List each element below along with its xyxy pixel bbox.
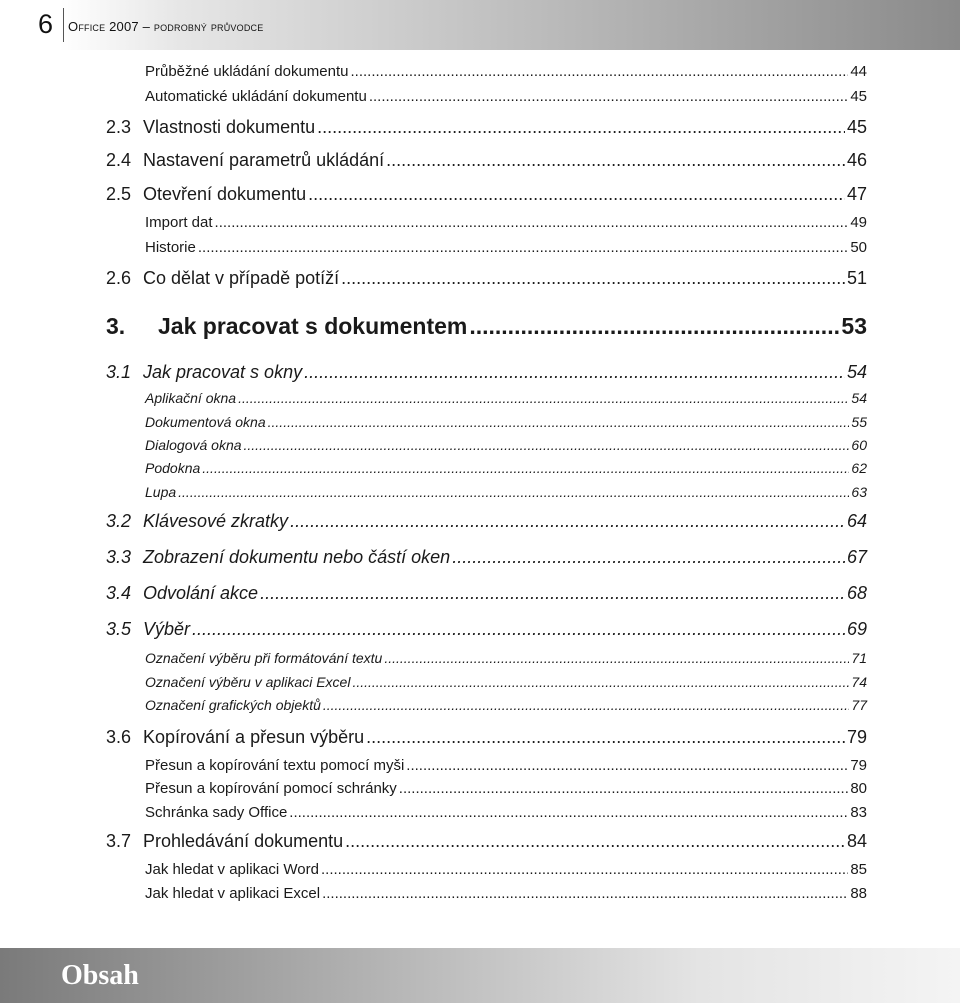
toc-entry-number: 3.4	[106, 583, 132, 603]
toc-leader-dots	[469, 313, 839, 340]
toc-leader-dots	[238, 390, 849, 406]
toc-entry-label: Jak hledat v aplikaci Excel	[145, 885, 321, 902]
toc-entry-page: 51	[846, 268, 867, 288]
toc-entry-page: 62	[851, 460, 867, 476]
toc-entry-page: 47	[846, 184, 867, 204]
toc-entry-label: Kopírování a přesun výběru	[143, 727, 365, 747]
toc-entry-page: 68	[846, 583, 867, 603]
toc-entry-page: 49	[850, 214, 867, 231]
toc-entry-number: 3.7	[106, 831, 132, 851]
toc-leader-dots	[304, 362, 845, 383]
toc-entry-label: Klávesové zkratky	[143, 511, 289, 531]
toc-entry-page: 88	[850, 885, 867, 902]
toc-entry[interactable]	[106, 511, 867, 532]
toc-entry-label: Podokna	[145, 460, 201, 476]
toc-entry-page: 53	[841, 313, 867, 339]
toc-leader-dots	[322, 885, 848, 902]
toc-entry[interactable]	[145, 239, 867, 256]
toc-entry-number: 2.3	[106, 117, 132, 137]
toc-entry-number: 2.6	[106, 268, 132, 288]
toc-entry-label: Přesun a kopírování pomocí schránky	[145, 780, 397, 797]
toc-entry-label: Průběžné ukládání dokumentu	[145, 63, 349, 80]
toc-leader-dots	[202, 460, 849, 476]
toc-entry-number: 3.6	[106, 727, 132, 747]
toc-entry-number: 3.	[106, 313, 126, 339]
toc-entry-page: 67	[846, 547, 867, 567]
toc-entry-page: 54	[846, 362, 867, 382]
toc-entry-page: 79	[850, 757, 867, 774]
running-header-rest: ffice 2007 – podrobný průvodce	[78, 19, 264, 34]
toc-leader-dots	[317, 117, 845, 138]
toc-entry-label: Nastavení parametrů ukládání	[143, 150, 385, 170]
section-title: Obsah	[61, 960, 139, 991]
toc-entry-page: 64	[846, 511, 867, 531]
toc-entry-page: 71	[851, 650, 867, 666]
toc-entry-number: 2.5	[106, 184, 132, 204]
toc-leader-dots	[352, 674, 849, 690]
toc-entry-page: 44	[850, 63, 867, 80]
toc-entry-page: 54	[851, 390, 867, 406]
toc-leader-dots	[366, 727, 845, 748]
toc-leader-dots	[289, 804, 848, 821]
toc-entry-page: 84	[846, 831, 867, 851]
toc-leader-dots	[268, 414, 850, 430]
toc-entry[interactable]	[106, 268, 867, 289]
toc-entry-page: 60	[851, 437, 867, 453]
toc-entry-label: Dokumentová okna	[145, 414, 266, 430]
toc-entry-number: 3.5	[106, 619, 132, 639]
toc-entry-label: Přesun a kopírování textu pomocí myši	[145, 757, 405, 774]
toc-entry[interactable]	[145, 63, 867, 80]
toc-leader-dots	[215, 214, 849, 231]
toc-entry[interactable]	[145, 390, 867, 406]
toc-entry[interactable]	[145, 414, 867, 430]
toc-entry-label: Otevření dokumentu	[143, 184, 307, 204]
toc-leader-dots	[452, 547, 845, 568]
toc-entry[interactable]	[106, 184, 867, 205]
toc-leader-dots	[323, 697, 850, 713]
toc-entry-page: 63	[851, 484, 867, 500]
toc-entry-page: 46	[846, 150, 867, 170]
toc-entry-page: 85	[850, 861, 867, 878]
toc-entry-label: Označení výběru při formátování textu	[145, 650, 383, 666]
toc-entry-label: Automatické ukládání dokumentu	[145, 88, 367, 105]
footer-bar	[0, 948, 960, 1003]
toc-entry-label: Co dělat v případě potíží	[143, 268, 340, 288]
toc-entry-page: 77	[851, 697, 867, 713]
toc-entry-page: 55	[851, 414, 867, 430]
toc-leader-dots	[350, 63, 848, 80]
toc-entry[interactable]	[145, 88, 867, 105]
toc-leader-dots	[384, 650, 849, 666]
toc-leader-dots	[198, 239, 848, 256]
toc-leader-dots	[399, 780, 849, 797]
toc-entry[interactable]	[145, 861, 867, 878]
toc-leader-dots	[308, 184, 845, 205]
toc-entry-number: 3.2	[106, 511, 132, 531]
toc-entry-label: Označení výběru v aplikaci Excel	[145, 674, 351, 690]
toc-chapter-entry[interactable]	[106, 313, 867, 340]
toc-entry-label: Historie	[145, 239, 196, 256]
toc-leader-dots	[406, 757, 848, 774]
toc-leader-dots	[178, 484, 849, 500]
toc-entry-label: Označení grafických objektů	[145, 697, 321, 713]
toc-entry-page: 50	[850, 239, 867, 256]
toc-entry-label: Jak hledat v aplikaci Word	[145, 861, 319, 878]
toc-entry[interactable]	[145, 674, 867, 690]
toc-entry-label: Odvolání akce	[143, 583, 259, 603]
toc-entry-label: Zobrazení dokumentu nebo částí oken	[143, 547, 451, 567]
toc-entry-page: 80	[850, 780, 867, 797]
toc-entry[interactable]	[106, 362, 867, 383]
toc-leader-dots	[321, 861, 848, 878]
toc-entry[interactable]	[145, 804, 867, 821]
toc-entry-label: Výběr	[143, 619, 191, 639]
toc-entry-page: 45	[846, 117, 867, 137]
toc-entry-page: 79	[846, 727, 867, 747]
toc-entry-label: Schránka sady Office	[145, 804, 288, 821]
toc-entry-page: 83	[850, 804, 867, 821]
toc-entry[interactable]	[106, 619, 867, 640]
toc-entry[interactable]	[106, 831, 867, 852]
toc-entry-label: Jak pracovat s okny	[143, 362, 303, 382]
toc-entry[interactable]	[145, 484, 867, 500]
toc-entry-page: 74	[851, 674, 867, 690]
toc-entry[interactable]	[145, 780, 867, 797]
page-number: 6	[38, 9, 54, 39]
toc-leader-dots	[345, 831, 845, 852]
toc-entry[interactable]	[145, 757, 867, 774]
toc-leader-dots	[369, 88, 849, 105]
toc-entry-label: Aplikační okna	[145, 390, 237, 406]
toc-leader-dots	[244, 437, 850, 453]
toc-leader-dots	[290, 511, 845, 532]
toc-entry-number: 2.4	[106, 150, 132, 170]
toc-entry-label: Vlastnosti dokumentu	[143, 117, 316, 137]
toc-entry[interactable]	[145, 214, 867, 231]
toc-entry-page: 69	[846, 619, 867, 639]
running-header-initial: O	[68, 19, 79, 34]
toc-entry[interactable]	[106, 583, 867, 604]
toc-entry-label: Prohledávání dokumentu	[143, 831, 344, 851]
toc-leader-dots	[260, 583, 845, 604]
toc-entry-label: Lupa	[145, 484, 177, 500]
toc-leader-dots	[341, 268, 845, 289]
toc-entry[interactable]	[145, 697, 867, 713]
toc-entry-page: 45	[850, 88, 867, 105]
toc-entry-label: Import dat	[145, 214, 213, 231]
toc-entry[interactable]	[106, 547, 867, 568]
toc-entry-number: 3.1	[106, 362, 132, 382]
toc-entry[interactable]	[106, 117, 867, 138]
toc-entry[interactable]	[106, 727, 867, 748]
toc-entry-label: Dialogová okna	[145, 437, 242, 453]
toc-entry[interactable]	[145, 885, 867, 902]
toc-entry[interactable]	[145, 650, 867, 666]
toc-entry[interactable]	[106, 150, 867, 171]
toc-entry[interactable]	[145, 437, 867, 453]
toc-entry-number: 3.3	[106, 547, 132, 567]
toc-leader-dots	[386, 150, 845, 171]
toc-entry-label: Jak pracovat s dokumentem	[158, 313, 468, 339]
toc-entry[interactable]	[145, 460, 867, 476]
toc-leader-dots	[192, 619, 845, 640]
